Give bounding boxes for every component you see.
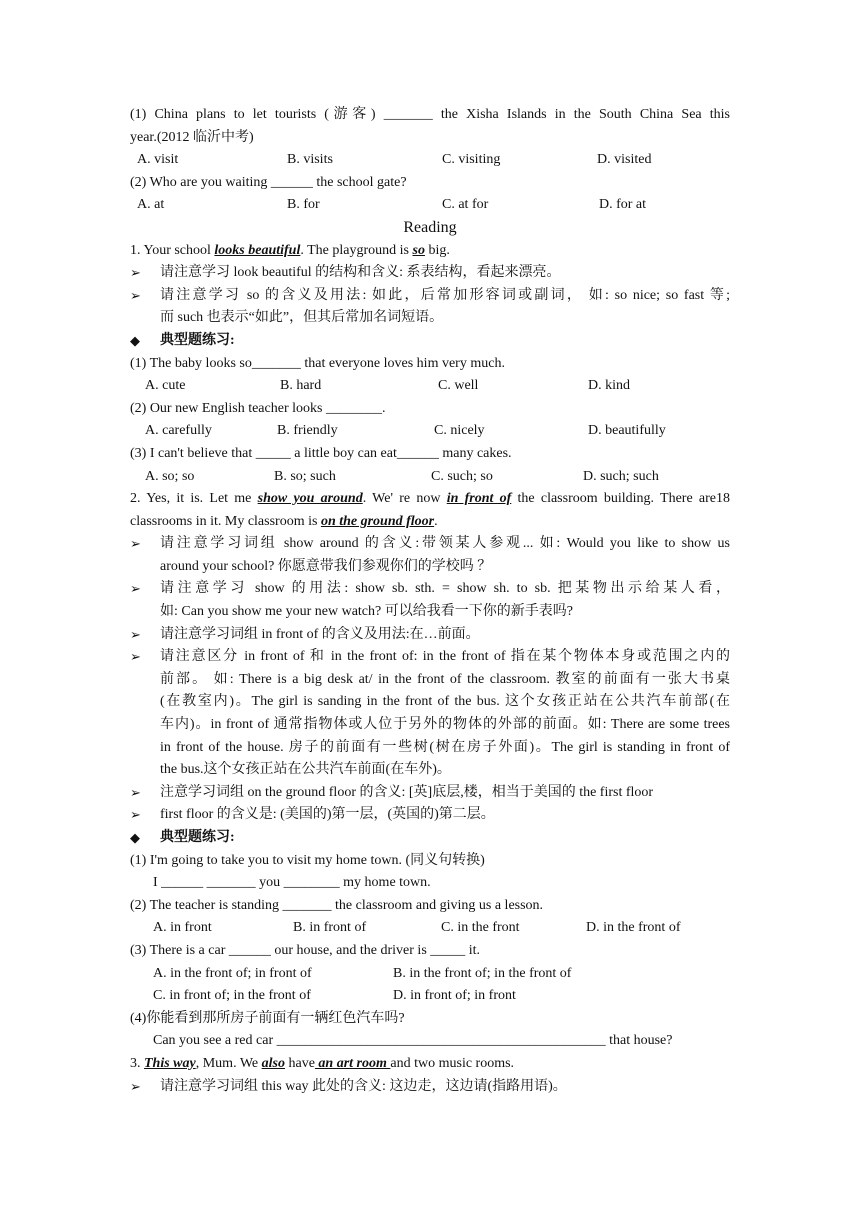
text-fragment: 1. Your school (130, 242, 215, 258)
bullet-line: 请注意学习词组 show around 的含义:带领某人参观... 如: Would you like to show us (160, 536, 730, 552)
diamond-bullet-icon: ◆ (130, 332, 140, 348)
answer-option: C. at for (442, 197, 489, 213)
answer-options-row (130, 149, 730, 172)
answer-option: B. in front of (293, 920, 367, 936)
answer-option: B. visits (287, 152, 333, 168)
text-line: I ______ _______ you ________ my home town. (153, 875, 431, 891)
answer-option: C. nicely (434, 423, 485, 439)
text-line: (1) China plans to let tourists (游客) _______ the Xisha Islands in the South China Sea this (130, 107, 730, 122)
text-line: (2) Who are you waiting ______ the school gate? (130, 174, 407, 190)
answer-option: D. in the front of (586, 920, 681, 936)
text-fragment: . The playground is (300, 242, 413, 258)
answer-option: C. well (438, 378, 479, 394)
answer-option: D. such; such (583, 468, 659, 484)
text-line: (1) The baby looks so_______ that everyone loves him very much. (130, 355, 505, 371)
diamond-bullet-icon: ◆ (130, 830, 140, 845)
text-fragment: . (434, 513, 438, 529)
bullet-line: 车内)。in front of 通常指物体或人位于另外的物体的外部的前面。如: There are some trees (160, 717, 730, 733)
bullet-text (160, 533, 730, 578)
bullet-text (160, 262, 730, 285)
arrow-bullet-icon: ➢ (130, 649, 141, 665)
arrow-bullet-icon: ➢ (130, 1078, 141, 1094)
answer-option: B. friendly (277, 423, 338, 439)
text-fragment: , Mum. We (195, 1055, 262, 1071)
note-bullet (130, 1076, 730, 1099)
arrow-bullet-icon: ➢ (130, 265, 141, 281)
answer-options-row (130, 985, 730, 1008)
answer-options-row (130, 194, 730, 217)
bullet-line: first floor 的含义是: (美国的)第一层，(英国的)第二层。 (160, 807, 495, 823)
bullet-line: 如: Can you show me your new watch? 可以给我看一下你的新手表吗? (160, 604, 573, 620)
note-bullet (130, 646, 730, 782)
bullet-text (160, 646, 730, 782)
bullet-line: 而 such 也表示“如此”，但其后常加名词短语。 (160, 310, 444, 326)
bullet-text (160, 827, 730, 850)
bullet-text (160, 330, 730, 353)
bullet-line: around your school? 你愿意带我们参观你们的学校吗 ？ (160, 558, 492, 574)
key-phrase: so (412, 242, 425, 258)
bullet-text (160, 782, 730, 805)
key-phrase: also (261, 1055, 285, 1071)
bullet-line: (在教室内)。The girl is sanding in the front of the bus. 这个女孩正站在公共汽车前部(在 (160, 694, 730, 710)
text-fragment: 3. (130, 1055, 144, 1071)
answer-options-row (130, 420, 730, 443)
answer-option: C. in front of; in the front of (153, 988, 311, 1004)
answer-option: D. beautifully (588, 423, 666, 439)
text-line: (4)你能看到那所房子前面有一辆红色汽车吗? (130, 1010, 405, 1026)
text-line: (2) The teacher is standing _______ the classroom and giving us a lesson. (130, 897, 544, 913)
text-fragment: the classroom building. There are18 (511, 491, 730, 507)
answer-option: A. in front (153, 920, 212, 936)
text-fragment: and two music rooms. (390, 1055, 515, 1071)
answer-option: A. carefully (145, 423, 212, 439)
key-phrase: on the ground floor (320, 513, 435, 529)
bullet-line: 请注意学习词组 in front of 的含义及用法:在…前面。 (160, 626, 480, 642)
bullet-line: 请注意学习词组 this way 此处的含义: 这边走，这边请(指路用语)。 (160, 1078, 567, 1094)
note-bullet (130, 804, 730, 827)
bullet-line: 前部。 如: There is a big desk at/ in the front of the classroom. 教室的前面有一张大书桌 (160, 671, 730, 687)
bullet-line: in front of the house. 房子的前面有一些树(树在房子外面)。The girl is standing in front of (160, 739, 730, 755)
note-bullet (130, 533, 730, 578)
key-phrase: This way (144, 1055, 196, 1071)
bullet-text (160, 285, 730, 330)
text-fragment: . We' re now (362, 491, 447, 507)
bullet-line: 典型题练习: (160, 332, 235, 348)
key-phrase: show you around (257, 491, 363, 507)
text-fragment: classrooms in it. My classroom is (130, 513, 321, 529)
bullet-text (160, 624, 730, 647)
answer-options-row (130, 375, 730, 398)
text-line: (3) There is a car ______ our house, and the driver is _____ it. (130, 942, 481, 958)
key-phrase: an art room (314, 1055, 391, 1071)
answer-option: B. in the front of; in the front of (393, 965, 572, 981)
answer-option: C. in the front (441, 920, 520, 936)
text-line (130, 511, 730, 534)
bullet-line: 请注意学习 show 的用法: show sb. sth. = show sh. to sb. 把某物出示给某人看， (160, 581, 730, 597)
note-bullet (130, 262, 730, 285)
bullet-line: the bus.这个女孩正站在公共汽车前面(在车外)。 (160, 762, 451, 778)
arrow-bullet-icon: ➢ (130, 287, 141, 303)
text-line (130, 488, 730, 511)
answer-options-row (130, 963, 730, 986)
answer-option: A. so; so (145, 468, 195, 484)
bullet-text (160, 1076, 730, 1099)
section-label (130, 827, 730, 850)
text-line: (1) I'm going to take you to visit my home town. (同义句转换) (130, 852, 485, 868)
text-line (130, 1053, 730, 1076)
answer-option: C. such; so (431, 468, 493, 484)
bullet-line: 请注意学习 look beautiful 的结构和含义: 系表结构，看起来漂亮。 (160, 265, 561, 281)
section-heading: Reading (403, 218, 457, 236)
arrow-bullet-icon: ➢ (130, 626, 141, 642)
bullet-line: 注意学习词组 on the ground floor 的含义: [英]底层,楼，相当于美国的 the first floor (160, 784, 654, 800)
answer-option: D. kind (588, 378, 630, 394)
answer-option: A. visit (137, 152, 179, 168)
key-phrase: looks beautiful (214, 242, 301, 258)
bullet-line: 典型题练习: (160, 830, 235, 845)
arrow-bullet-icon: ➢ (130, 581, 141, 597)
text-line: (3) I can't believe that _____ a little boy can eat______ many cakes. (130, 445, 512, 461)
answer-option: B. so; such (274, 468, 336, 484)
text-fragment: big. (424, 242, 450, 258)
answer-option: D. in front of; in front (393, 988, 516, 1004)
note-bullet (130, 285, 730, 330)
note-bullet (130, 782, 730, 805)
answer-option: D. for at (599, 197, 647, 213)
text-line: Can you see a red car _______________________________________________ that house? (153, 1033, 673, 1049)
answer-option: A. cute (145, 378, 186, 394)
arrow-bullet-icon: ➢ (130, 807, 141, 823)
arrow-bullet-icon: ➢ (130, 536, 141, 552)
bullet-line: 请注意学习 so 的含义及用法: 如此，后常加形容词或副词， 如: so nice; so fast 等; (160, 287, 730, 303)
answer-options-row (130, 466, 730, 489)
answer-option: A. at (137, 197, 165, 213)
text-fragment: 2. Yes, it is. Let me (130, 491, 258, 507)
bullet-text (160, 804, 730, 827)
text-line (130, 240, 730, 263)
text-fragment: have (284, 1055, 315, 1071)
text-line: year.(2012 临沂中考) (130, 129, 254, 145)
bullet-text (160, 578, 730, 623)
text-line: (2) Our new English teacher looks ________. (130, 400, 386, 416)
answer-option: C. visiting (442, 152, 501, 168)
answer-option: A. in the front of; in front of (153, 965, 312, 981)
document-page (130, 104, 730, 1098)
bullet-line: 请注意区分 in front of 和 in the front of: in the front of 指在某个物体本身或范围之内的 (160, 649, 730, 665)
note-bullet (130, 624, 730, 647)
answer-options-row (130, 917, 730, 940)
answer-option: B. for (287, 197, 320, 213)
section-label (130, 330, 730, 353)
note-bullet (130, 578, 730, 623)
answer-option: D. visited (597, 152, 652, 168)
key-phrase: in front of (446, 491, 512, 507)
answer-option: B. hard (280, 378, 322, 394)
arrow-bullet-icon: ➢ (130, 784, 141, 800)
